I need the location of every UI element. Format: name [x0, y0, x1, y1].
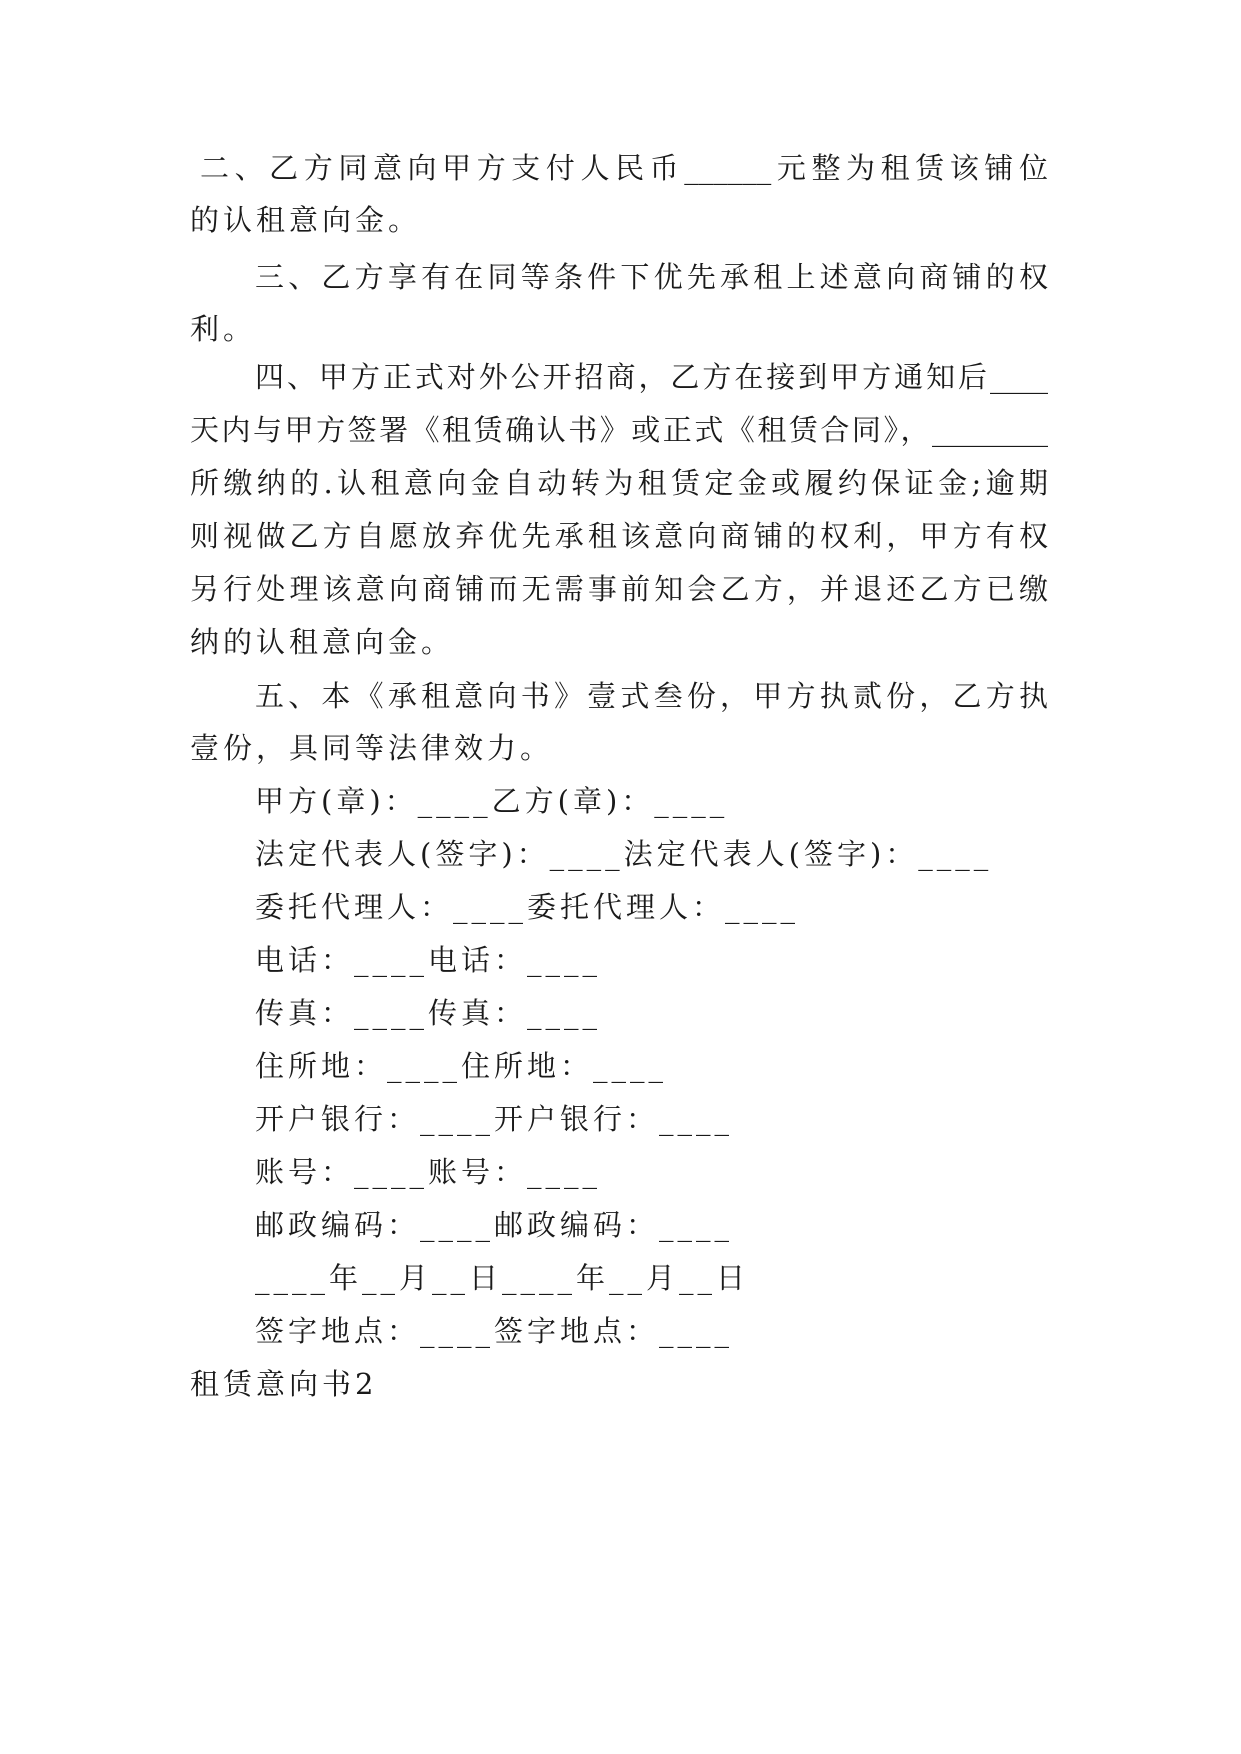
address-line: 住所地：____住所地：____: [255, 1049, 668, 1083]
next-document-title: 租赁意向书2: [190, 1367, 378, 1401]
clause-3-line-2: 利。: [190, 312, 257, 346]
clause-4-line-3: 所缴纳的.认租意向金自动转为租赁定金或履约保证金;逾期: [190, 466, 1048, 500]
clause-4-line-1: 四、甲方正式对外公开招商，乙方在接到甲方通知后____: [255, 360, 1048, 394]
agent-line: 委托代理人：____委托代理人：____: [255, 890, 800, 924]
clause-4-line-4: 则视做乙方自愿放弃优先承租该意向商铺的权利，甲方有权: [190, 519, 1048, 553]
clause-5-line-1: 五、本《承租意向书》壹式叁份，甲方执贰份，乙方执: [255, 679, 1048, 713]
legal-rep-line: 法定代表人(签字)：____法定代表人(签字)：____: [255, 837, 993, 871]
fax-line: 传真：____传真：____: [255, 996, 602, 1030]
clause-5-line-2: 壹份，具同等法律效力。: [190, 731, 554, 765]
bank-line: 开户银行：____开户银行：____: [255, 1102, 734, 1136]
date-line: ____年__月__日____年__月__日: [255, 1261, 750, 1295]
clause-4-line-2: 天内与甲方签署《租赁确认书》或正式《租赁合同》，________: [190, 413, 1048, 447]
clause-2-line-2: 的认租意向金。: [190, 203, 422, 237]
seal-line: 甲方(章)：____乙方(章)：____: [255, 784, 729, 818]
clause-4-line-5: 另行处理该意向商铺而无需事前知会乙方，并退还乙方已缴: [190, 572, 1048, 606]
postcode-line: 邮政编码：____邮政编码：____: [255, 1208, 734, 1242]
clause-4-line-6: 纳的认租意向金。: [190, 625, 455, 659]
account-line: 账号：____账号：____: [255, 1155, 602, 1189]
clause-2-line-1: 二、乙方同意向甲方支付人民币______元整为租赁该铺位: [200, 151, 1048, 185]
clause-3-line-1: 三、乙方享有在同等条件下优先承租上述意向商铺的权: [255, 260, 1048, 294]
sign-place-line: 签字地点：____签字地点：____: [255, 1314, 734, 1348]
phone-line: 电话：____电话：____: [255, 943, 602, 977]
